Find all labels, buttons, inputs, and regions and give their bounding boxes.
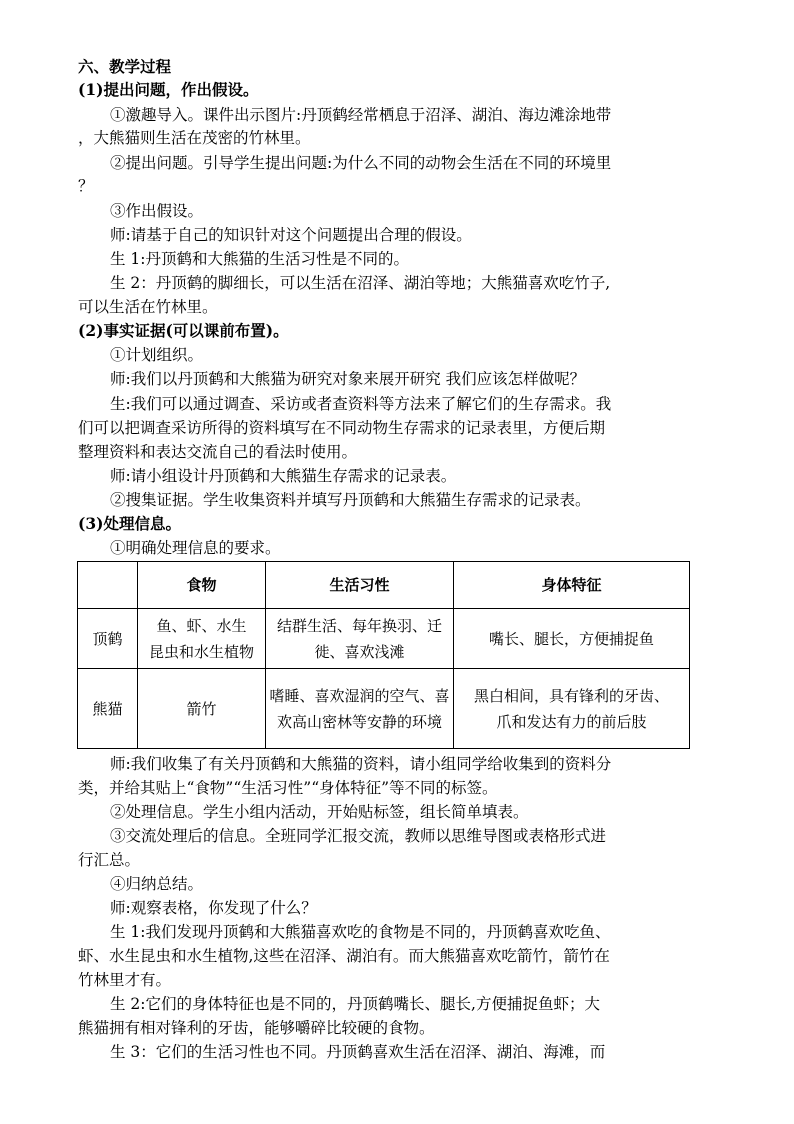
survival-needs-table [77,561,690,749]
section-title: 六、教学过程 [78,57,172,76]
body-cell [454,669,690,749]
paragraph-line: ③作出假设。 [110,202,204,220]
paragraph-line: ②处理信息。学生小组内活动，开始贴标签，组长简单填表。 [110,803,529,821]
paragraph-line: ①激趣导入。课件出示图片:丹顶鹤经常栖息于沼泽、湖泊、海边滩涂地带 [110,106,612,124]
paragraph-line: 师:请小组设计丹顶鹤和大熊猫生存需求的记录表。 [110,467,457,485]
paragraph-line: 生 1:我们发现丹顶鹤和大熊猫喜欢吃的食物是不同的，丹顶鹤喜欢吃鱼、 [110,923,611,941]
paragraph-line: 生 3：它们的生活习性也不同。丹顶鹤喜欢生活在沼泽、湖泊、海滩，而 [110,1043,606,1061]
table-row [78,669,690,749]
body-cell: 嘴长、腿长，方便捕捉鱼 [454,609,690,669]
animal-cell: 熊猫 [78,669,138,749]
table-header-row [78,562,690,609]
paragraph-line: 们可以把调查采访所得的资料填写在不同动物生存需求的记录表里，方便后期 [78,419,606,437]
paragraph-line: 师:我们以丹顶鹤和大熊猫为研究对象来展开研究 我们应该怎样做呢？ [110,370,586,388]
animal-cell: 顶鹤 [78,609,138,669]
paragraph-line: 生 2:它们的身体特征也是不同的，丹顶鹤嘴长、腿长,方便捕捉鱼虾；大 [110,995,600,1013]
paragraph-line: 类，并给其贴上“食物”“生活习性”“身体特征”等不同的标签。 [78,779,498,797]
paragraph-line: ①计划组织。 [110,346,204,364]
paragraph-line: 熊猫拥有相对锋利的牙齿，能够嚼碎比较硬的食物。 [78,1019,435,1037]
paragraph-line: 生 1:丹顶鹤和大熊猫的生活习性是不同的。 [110,250,410,268]
cell-line: 嗜睡、喜欢湿润的空气、喜 [269,686,450,705]
paragraph-line: 整理资料和表达交流自己的看法时使用。 [78,443,358,461]
paragraph-line: ④归纳总结。 [110,875,204,893]
table-row [78,609,690,669]
paragraph-line: ②提出问题。引导学生提出问题:为什么不同的动物会生活在不同的环境里 [110,154,612,172]
food-cell: 箭竹 [138,669,266,749]
table-header-body: 身体特征 [454,562,690,609]
paragraph-line: ②搜集证据。学生收集资料并填写丹顶鹤和大熊猫生存需求的记录表。 [110,491,591,509]
paragraph-line: 可以生活在竹林里。 [78,298,218,316]
paragraph-line: ？ [78,177,94,195]
paragraph-line: 竹林里才有。 [78,971,172,989]
paragraph-line: 生 2：丹顶鹤的脚细长，可以生活在沼泽、湖泊等地；大熊猫喜欢吃竹子, [110,274,611,292]
step3-heading: (3)处理信息。 [78,514,181,533]
food-cell [138,609,266,669]
cell-line: 结群生活、每年换羽、迁 [276,616,442,635]
paragraph-line: 行汇总。 [78,851,141,869]
cell-line: 黑白相间，具有锋利的牙齿、 [473,686,669,705]
paragraph-line: 师:请基于自己的知识针对这个问题提出合理的假设。 [110,226,472,244]
paragraph-line: ③交流处理后的信息。全班同学汇报交流，教师以思维导图或表格形式进 [110,827,607,845]
table-header-food: 食物 [138,562,266,609]
cell-line: 昆虫和水生植物 [148,642,254,661]
paragraph-line: ①明确处理信息的要求。 [110,539,281,557]
step1-heading: (1)提出问题，作出假设。 [78,80,259,99]
paragraph-line: 师:观察表格，你发现了什么？ [110,899,317,917]
paragraph-line: ，大熊猫则生活在茂密的竹林里。 [78,129,311,147]
step2-heading: (2)事实证据(可以课前布置)。 [78,321,289,340]
habit-cell [266,669,454,749]
paragraph-line: 虾、水生昆虫和水生植物,这些在沼泽、湖泊有。而大熊猫喜欢吃箭竹，箭竹在 [78,947,610,965]
cell-line: 徙、喜欢浅滩 [314,642,405,661]
cell-line: 欢高山密林等安静的环境 [276,712,442,731]
habit-cell [266,609,454,669]
paragraph-line: 师:我们收集了有关丹顶鹤和大熊猫的资料，请小组同学给收集到的资料分 [110,755,612,773]
cell-line: 爪和发达有力的前后肢 [496,712,647,731]
paragraph-line: 生:我们可以通过调查、采访或者查资料等方法来了解它们的生存需求。我 [110,395,612,413]
table-header-habit: 生活习性 [266,562,454,609]
cell-line: 鱼、虾、水生 [156,616,247,635]
table-header-cell [78,562,138,609]
